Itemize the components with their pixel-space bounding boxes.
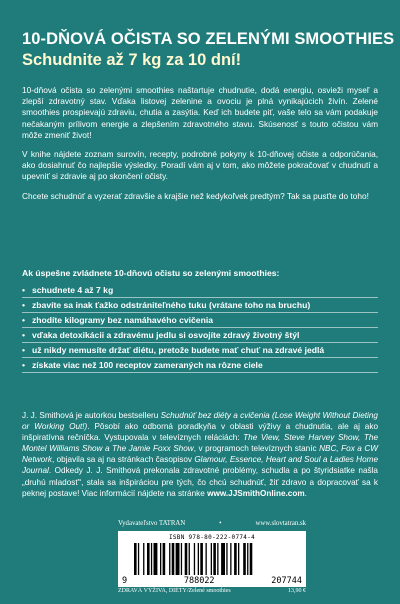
bio-tv-shows: The View, Steve Harvey Show, The Montel Williams Show a The Jamie Foxx Show: [22, 433, 378, 454]
author-bio: [22, 410, 378, 499]
bio-text: . Odkedy J. J. Smithová prekonala zdravotné problémy, schudla a po štyridsiatke našla „druhú mladosť“, stala sa inšpiráciou pre tých, čo chcú schudnúť, žiť zdravo a dopracovať sa k peknej postave! Viac informácií nájdete na stránke: [22, 466, 378, 498]
bio-text: . Pôsobí ako odborná poradkyňa v oblasti výživy a chudnutia, ale aj ako inšpiratívna rečníčka. Vystupovala v televíznych reláciách:: [22, 422, 378, 443]
book-subtitle: Schudnite až 7 kg za 10 dní!: [22, 51, 242, 69]
intro-paragraph: 10-dňová očista so zelenými smoothies naštartuje chudnutie, dodá energiu, osvieži myseľ a zlepší zdravotný stav. Vďaka listovej zelenine a ovociu je plná vynikajúcich živín. Zelené smoothies prospievajú zdraviu, chutia a zasýtia. Keď ich budete piť, vaše telo sa vám podakuje nečakaným prílivom energie a zlepšením zdravotného stavu. Skúsenosť s touto očistou vám môže zmeniť život!: [22, 85, 378, 140]
publisher-name: Vydavateľstvo TATRAN: [118, 520, 186, 527]
category-label: ZDRAVÁ VÝŽIVA, DIÉTY/Zelené smoothies: [118, 588, 231, 594]
bio-text: .: [304, 488, 307, 498]
intro-text: [22, 85, 378, 210]
benefits-list: [22, 283, 378, 373]
book-title: 10-DŇOVÁ OČISTA SO ZELENÝMI SMOOTHIES: [22, 30, 395, 48]
publisher-website[interactable]: www.slovtatran.sk: [255, 520, 306, 527]
bio-book-title: Schudnúť bez diéty a cvičenia (Lose Weight Without Dieting or Working Out!): [22, 411, 378, 432]
benefit-item: • už nikdy nemusíte držať diétu, pretože budete mať chuť na zdravé jedlá: [22, 343, 378, 358]
intro-paragraph: Chcete schudnúť a vyzerať zdravšie a krajšie než kedykoľvek predtým? Tak sa pusťte do toho!: [22, 190, 369, 201]
benefit-item: • vďaka detoxikácii a zdravému jedlu si osvojíte zdravý životný štýl: [22, 328, 378, 343]
intro-paragraph: V knihe nájdete zoznam surovín, recepty, podrobné pokyny k 10-dňovej očiste a odporúčania, ako dosiahnuť čo najlepšie výsledky. Poradí vám aj v tom, ako môžete pokračovať v chudnutí a upevniť si zdravie aj po skončení očisty.: [22, 149, 378, 182]
barcode-digit-group: 9: [122, 576, 128, 586]
publisher-separator: •: [219, 520, 222, 527]
publisher-line: [118, 520, 306, 527]
benefits-heading: Ak úspešne zvládnete 10-dňovú očistu so zelenými smoothies:: [22, 268, 280, 278]
barcode-digit-group: 207744: [271, 576, 302, 586]
author-website-link[interactable]: www.JJSmithOnline.com: [207, 488, 305, 498]
bio-text: J. J. Smithová je autorkou bestselleru: [22, 411, 161, 420]
price-label: 13,90 €: [288, 588, 306, 594]
barcode-digit-group: 788022: [183, 576, 215, 586]
isbn-number: ISBN 978-80-222-0774-4: [168, 534, 256, 541]
bio-magazines: Glamour, Essence, Heart and Soul a Ladies Home Journal: [22, 455, 378, 476]
barcode-digits: [122, 576, 302, 586]
benefit-item: • schudnete 4 až 7 kg: [22, 283, 378, 298]
bio-networks: NBC, Fox a CW Network: [22, 444, 378, 465]
barcode-icon: [132, 543, 292, 575]
isbn-barcode: [118, 531, 306, 587]
bio-text: , v programoch televíznych staníc: [193, 444, 320, 454]
benefit-item: • zbavíte sa inak ťažko odstrániteľného tuku (vrátane toho na bruchu): [22, 298, 378, 313]
bio-text: , objavila sa aj na stránkach časopisov: [52, 455, 195, 465]
footer-line: [118, 588, 306, 594]
benefit-item: • zhodíte kilogramy bez namáhavého cvičenia: [22, 313, 378, 328]
benefit-item: • získate viac než 100 receptov zameraných na rôzne ciele: [22, 358, 378, 373]
